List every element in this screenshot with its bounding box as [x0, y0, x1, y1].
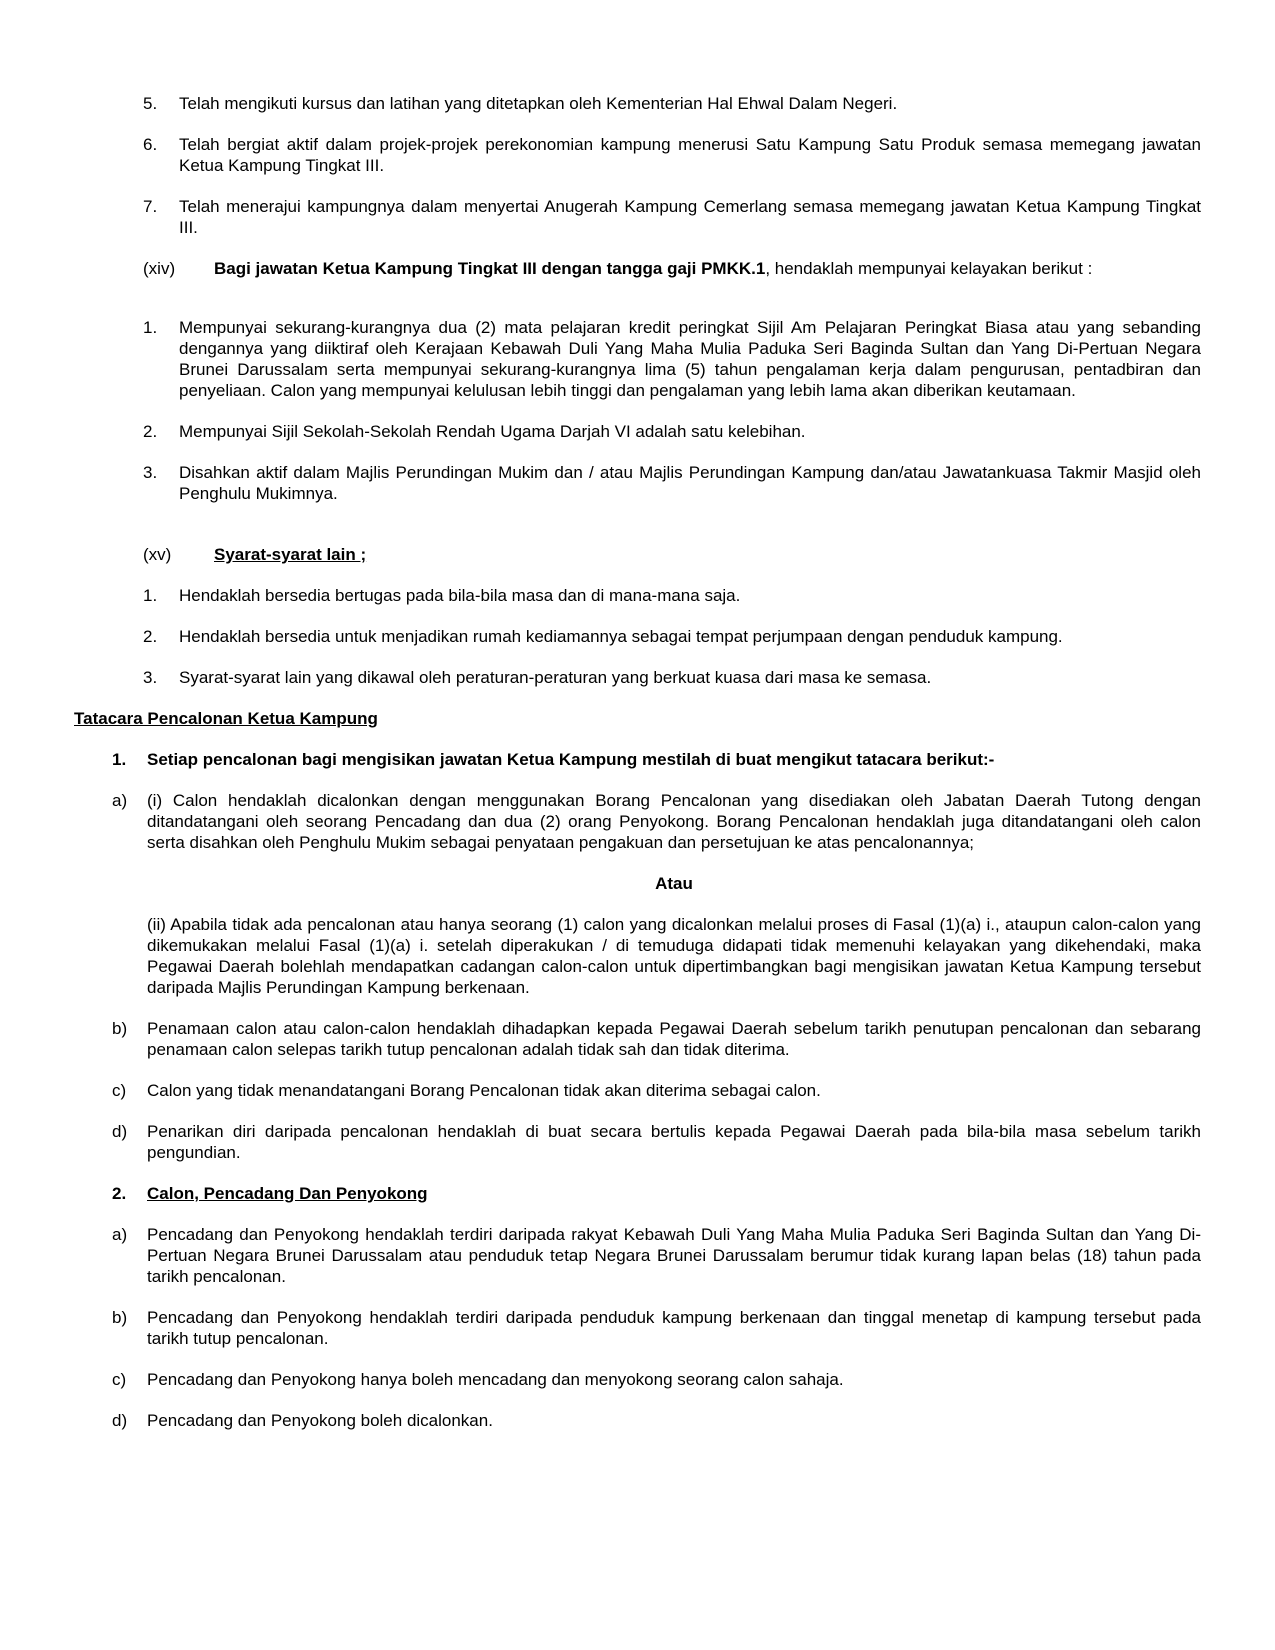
- point-1-heading: [112, 749, 1201, 770]
- section-number: (xiv): [143, 259, 176, 278]
- list-item-number: 5.: [143, 94, 158, 113]
- sub-item: [112, 1121, 1201, 1163]
- sub-item: [112, 1080, 1201, 1101]
- section-title-rest: , hendaklah mempunyai kelayakan berikut :: [765, 259, 1093, 278]
- section-xv-heading: [143, 544, 1201, 565]
- list-item: [143, 462, 1201, 504]
- point-number: 2.: [112, 1184, 127, 1203]
- list-item-text: Mempunyai sekurang-kurangnya dua (2) mata pelajaran kredit peringkat Sijil Am Pelajaran Peringkat Biasa atau yang sebanding dengannya yang diiktiraf oleh Kerajaan Kebawah Duli Yang Maha Mulia Paduka Seri Baginda Sultan dan Yang Di-Pertuan Negara Brunei Darussalam serta mempunyai sekurang-kurangnya lima (5) tahun pengalaman kerja dalam pengurusan, pentadbiran dan penyeliaan. Calon yang mempunyai kelulusan lebih tinggi dan pengalaman yang lebih lama akan diberikan keutamaan.: [179, 318, 1201, 400]
- sub-item: [112, 1224, 1201, 1287]
- list-item: [143, 134, 1201, 176]
- list-item-text: Mempunyai Sijil Sekolah-Sekolah Rendah Ugama Darjah VI adalah satu kelebihan.: [179, 422, 806, 441]
- sub-item-label: d): [112, 1122, 128, 1141]
- point-2-heading: [112, 1183, 1201, 1204]
- sub-item-a-ii: (ii) Apabila tidak ada pencalonan atau hanya seorang (1) calon yang dicalonkan melalui proses di Fasal (1)(a) i., ataupun calon-calon yang dikemukakan melalui Fasal (1)(a) i. setelah diperakukan / di temuduga didapati tidak memenuhi kelayakan yang dikehendaki, maka Pegawai Daerah bolehlah mendapatkan cadangan calon-calon untuk dipertimbangkan bagi mengisikan jawatan Ketua Kampung tersebut daripada Majlis Perundingan Kampung berkenaan.: [147, 915, 1201, 997]
- sub-item-text: Pencadang dan Penyokong hanya boleh mencadang dan menyokong seorang calon sahaja.: [147, 1370, 844, 1389]
- list-item: [143, 585, 1201, 606]
- sub-item-label: d): [112, 1411, 128, 1430]
- sub-item-label: b): [112, 1019, 128, 1038]
- sub-item: [112, 1307, 1201, 1349]
- sub-item-text: (i) Calon hendaklah dicalonkan dengan menggunakan Borang Pencalonan yang disediakan oleh Jabatan Daerah Tutong dengan ditandatangani oleh seorang Pencadang dan dua (2) orang Penyokong. Borang Pencalonan hendaklah juga ditandatangani oleh calon serta disahkan oleh Penghulu Mukim sebagai penyataan pengakuan dan persetujuan ke atas pencalonannya;: [147, 791, 1201, 852]
- list-item-text: Hendaklah bersedia untuk menjadikan rumah kediamannya sebagai tempat perjumpaan dengan penduduk kampung.: [179, 627, 1063, 646]
- point-text: Calon, Pencadang Dan Penyokong: [147, 1184, 428, 1203]
- point-text: Setiap pencalonan bagi mengisikan jawatan Ketua Kampung mestilah di buat mengikut tatacara berikut:-: [147, 750, 995, 769]
- sub-item-label: a): [112, 791, 128, 810]
- sub-item-text: Calon yang tidak menandatangani Borang Pencalonan tidak akan diterima sebagai calon.: [147, 1081, 821, 1100]
- sub-item-text: Penarikan diri daripada pencalonan hendaklah di buat secara bertulis kepada Pegawai Daerah pada bila-bila masa sebelum tarikh pengundian.: [147, 1122, 1201, 1162]
- sub-item-text: Pencadang dan Penyokong boleh dicalonkan.: [147, 1411, 493, 1430]
- list-item: [143, 626, 1201, 647]
- tatacara-heading: Tatacara Pencalonan Ketua Kampung: [74, 709, 378, 728]
- sub-item-label: a): [112, 1225, 128, 1244]
- sub-item-text: Pencadang dan Penyokong hendaklah terdiri daripada rakyat Kebawah Duli Yang Maha Mulia Paduka Seri Baginda Sultan dan Yang Di-Pertuan Negara Brunei Darussalam atau penduduk tetap Negara Brunei Darussalam berumur tidak kurang lapan belas (18) tahun pada tarikh pencalonan.: [147, 1225, 1201, 1286]
- list-item: [143, 421, 1201, 442]
- sub-item: [112, 1018, 1201, 1060]
- sub-item: [112, 1410, 1201, 1431]
- section-title: Syarat-syarat lain ;: [214, 545, 367, 564]
- list-item-text: Telah mengikuti kursus dan latihan yang ditetapkan oleh Kementerian Hal Ehwal Dalam Negeri.: [179, 94, 898, 113]
- section-xiv-heading: [143, 258, 1201, 279]
- list-item-number: 1.: [143, 586, 158, 605]
- list-item-text: Syarat-syarat lain yang dikawal oleh peraturan-peraturan yang berkuat kuasa dari masa ke semasa.: [179, 668, 932, 687]
- list-item-number: 1.: [143, 318, 158, 337]
- sub-item-text: Pencadang dan Penyokong hendaklah terdiri daripada penduduk kampung berkenaan dan tinggal menetap di kampung tersebut pada tarikh tutup pencalonan.: [147, 1308, 1201, 1348]
- list-item-text: Disahkan aktif dalam Majlis Perundingan Mukim dan / atau Majlis Perundingan Kampung dan/atau Jawatankuasa Takmir Masjid oleh Penghulu Mukimnya.: [179, 463, 1201, 503]
- sub-item-label: b): [112, 1308, 128, 1327]
- list-item-number: 2.: [143, 627, 158, 646]
- list-item-text: Hendaklah bersedia bertugas pada bila-bila masa dan di mana-mana saja.: [179, 586, 741, 605]
- list-item: [143, 317, 1201, 401]
- sub-item: [112, 1369, 1201, 1390]
- list-item-number: 7.: [143, 197, 158, 216]
- list-item: [143, 196, 1201, 238]
- list-item-number: 3.: [143, 668, 158, 687]
- point-number: 1.: [112, 750, 127, 769]
- sub-item-a: [112, 790, 1201, 853]
- sub-item-label: c): [112, 1081, 127, 1100]
- list-item-number: 6.: [143, 135, 158, 154]
- list-item: [143, 667, 1201, 688]
- section-title: Bagi jawatan Ketua Kampung Tingkat III dengan tangga gaji PMKK.1: [214, 259, 766, 278]
- list-item-text: Telah menerajui kampungnya dalam menyertai Anugerah Kampung Cemerlang semasa memegang jawatan Ketua Kampung Tingkat III.: [179, 197, 1201, 237]
- list-item-number: 3.: [143, 463, 158, 482]
- list-item-number: 2.: [143, 422, 158, 441]
- list-item: [143, 93, 1201, 114]
- section-number: (xv): [143, 545, 172, 564]
- list-item-text: Telah bergiat aktif dalam projek-projek perekonomian kampung menerusi Satu Kampung Satu Produk semasa memegang jawatan Ketua Kampung Tingkat III.: [179, 135, 1201, 175]
- sub-item-label: c): [112, 1370, 127, 1389]
- atau-label: Atau: [655, 874, 693, 893]
- sub-item-text: Penamaan calon atau calon-calon hendaklah dihadapkan kepada Pegawai Daerah sebelum tarikh penutupan pencalonan dan sebarang penamaan calon selepas tarikh tutup pencalonan adalah tidak sah dan tidak diterima.: [147, 1019, 1201, 1059]
